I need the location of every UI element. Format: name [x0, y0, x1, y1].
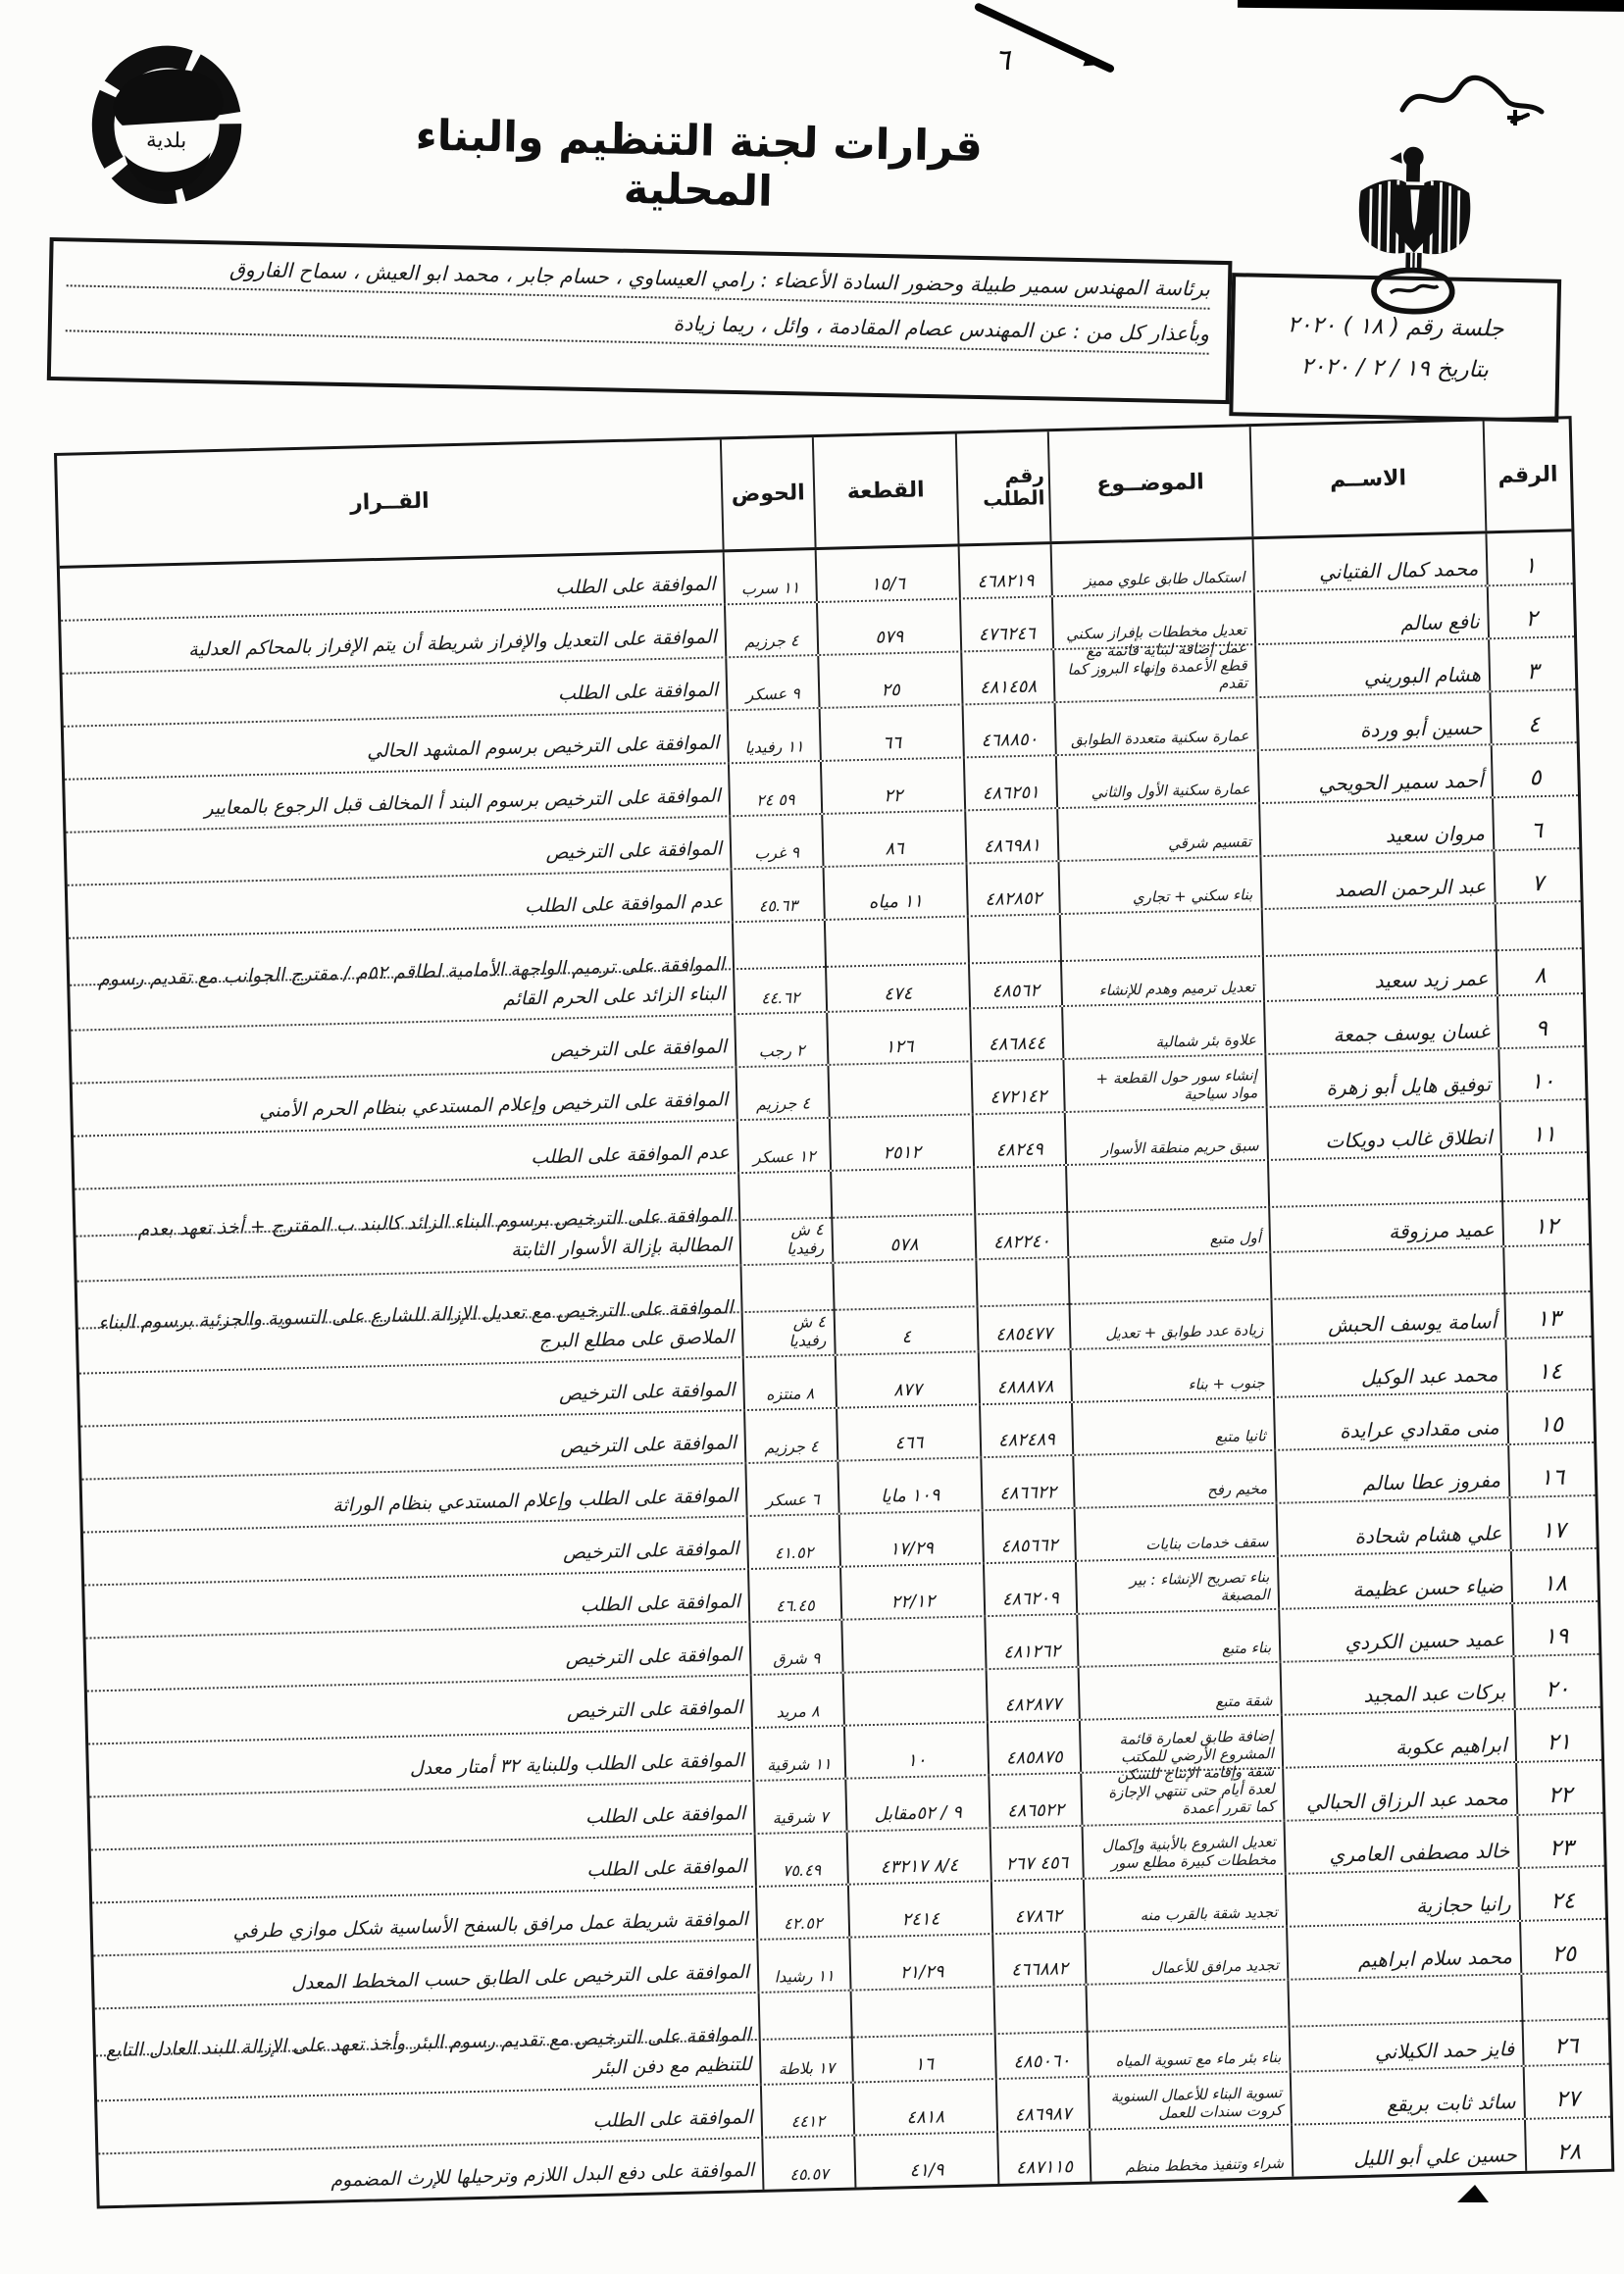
- request-no-cell: ٤٨٢٢٤٠: [973, 1166, 1067, 1258]
- decision-cell: عدم الموافقة على الطلب: [531, 1140, 730, 1168]
- request-no-cell: ٤٨٦٨٤٤: [969, 1007, 1062, 1060]
- subject-cell: تجديد مرافق للأعمال: [1084, 1928, 1287, 1984]
- row-number-cell: ١٢: [1500, 1153, 1589, 1245]
- plot-cell: ١٧/٢٩: [838, 1511, 983, 1566]
- decision-cell: الموافقة على دفع البدل اللازم وترحيلها للإرث المضموم: [330, 2158, 755, 2192]
- request-no-cell: ٤٨٢٨٥٢: [966, 862, 1059, 915]
- basin-cell: ٤٤١٢: [760, 2084, 853, 2137]
- row-number-cell: ١٤: [1505, 1338, 1593, 1390]
- plot-cell: ٢٢/١٢: [839, 1564, 984, 1619]
- request-no-cell: ٤٧٨٦٢: [990, 1880, 1084, 1933]
- name-cell: منى مقدادي عرايدة: [1273, 1392, 1507, 1449]
- name-cell: فايز حمد الكيلاني: [1287, 1975, 1522, 2071]
- subject-cell: زيادة عدد طوابق + تعديل: [1067, 1253, 1271, 1348]
- plot-cell: ٢٢: [820, 758, 964, 813]
- subject-cell: شقة متبع: [1078, 1663, 1281, 1719]
- request-no-cell: ٤٧٦٢٤٦: [959, 597, 1052, 650]
- basin-cell: ٩ شرق: [748, 1621, 841, 1674]
- plot-cell: ٨/٤ ٤٣٢١٧: [846, 1829, 990, 1884]
- header-basin: الحوض: [720, 437, 815, 549]
- header-request-no: رقم الطلب: [955, 431, 1050, 543]
- session-number: جلسة رقم ( ١٨ ) ٢٠٢٠: [1287, 312, 1504, 342]
- subject-cell: ثانيا متبع: [1071, 1398, 1274, 1454]
- plot-cell: ١٦: [850, 1988, 995, 2082]
- basin-cell: ١١ سرب: [723, 550, 816, 603]
- row-number-cell: ١٦: [1507, 1443, 1595, 1496]
- basin-cell: ٧٥.٤٩: [754, 1833, 847, 1886]
- name-cell: مفروز عطا سالم: [1274, 1445, 1508, 1502]
- header-name: الاســم: [1249, 421, 1486, 536]
- request-no-cell: ٤٨٥٨٧٥: [987, 1721, 1080, 1774]
- subject-cell: بناء سكني + تجاري: [1057, 857, 1260, 913]
- request-no-cell: ٤٨٢٤٨٩: [979, 1403, 1072, 1456]
- header-subject: الموضــوع: [1047, 427, 1252, 541]
- subject-cell: استكمال طابق علوي مميز: [1050, 539, 1253, 595]
- plot-cell: ٢٥: [817, 652, 961, 707]
- request-no-cell: ٤٨٦٩٨٧: [995, 2078, 1089, 2131]
- request-no-cell: ٤٨٦٢٥١: [963, 756, 1056, 809]
- decisions-table: [54, 416, 1614, 2208]
- row-number-cell: ١٥: [1506, 1390, 1594, 1443]
- subject-cell: مخيم رفح: [1072, 1451, 1275, 1507]
- plot-cell: ٤٦٦: [836, 1405, 980, 1460]
- request-no-cell: ٤٨٧١١٥: [996, 2131, 1090, 2184]
- basin-cell: ٤٥.٥٧: [761, 2137, 854, 2190]
- row-number-cell: ٢٨: [1524, 2118, 1611, 2171]
- basin-cell: ٩ عسكر: [725, 656, 818, 709]
- name-cell: علي هشام شحادة: [1276, 1498, 1510, 1555]
- name-cell: محمد سلام ابراهيم: [1286, 1922, 1520, 1979]
- request-no-cell: ٤٨٨٨٧٨: [978, 1350, 1071, 1403]
- decision-cell: الموافقة على التعديل والإفراز شريطة أن يتم الإفراز بالمحاكم العدلية: [187, 626, 718, 661]
- decision-cell: الموافقة على الطلب: [586, 1854, 747, 1881]
- basin-cell: ٦ عسكر: [744, 1462, 837, 1515]
- basin-cell: ٤ جرزيم: [724, 603, 817, 656]
- subject-cell: عمارة سكنية الأول والثاني: [1055, 751, 1258, 807]
- decision-cell: الموافقة على الترخيص: [558, 1378, 736, 1405]
- plot-cell: ٤٨١٨: [852, 2080, 996, 2135]
- decision-cell: الموافقة على الترخيص مع تقديم رسوم البئر وأخذ تعهد على الإزالة للبند العادل التابع للتنظيم مع دفن البئر: [105, 2024, 752, 2079]
- request-no-cell: ٤٨١٤٥٨: [960, 650, 1053, 703]
- decision-cell: الموافقة على الترخيص برسوم البناء الزائد كالبند ب المقترح + أخذ تعهد بعدم المطالبة بإزالة الأسوار الثابتة: [137, 1204, 733, 1261]
- basin-cell: ٤ جرزيم: [736, 1066, 829, 1119]
- basin-cell: ٤٤.٦٢: [732, 921, 826, 1013]
- row-number-cell: ١٨: [1510, 1549, 1598, 1602]
- name-cell: رانيا حجازية: [1285, 1869, 1519, 1926]
- basin-cell: ٤٥.٦٣: [731, 868, 824, 921]
- decision-cell: الموافقة على الترخيص: [560, 1431, 737, 1458]
- name-cell: عميد مرزوقة: [1267, 1155, 1502, 1251]
- row-number-cell: ٢: [1487, 584, 1574, 637]
- row-number-cell: ٢٣: [1516, 1814, 1603, 1867]
- request-no-cell: ٤٨١٢٦٢: [984, 1615, 1077, 1668]
- name-cell: محمد عبد الرزاق الحبالي: [1282, 1763, 1516, 1820]
- name-cell: محمد كمال الفتياني: [1252, 533, 1487, 590]
- basin-cell: ١٧ بلاطة: [758, 1992, 852, 2084]
- subject-cell: تعديل الشروع بالأبنية وإكمال مخططات كبيرة مطلع سور: [1082, 1822, 1285, 1878]
- subject-cell: شراء وتنفيذ مخطط منظم: [1089, 2126, 1292, 2182]
- decision-cell: الموافقة على الترخيص برسوم البند أ المخالف قبل الرجوع بالمعايير: [204, 784, 721, 819]
- plot-cell: ٥٧٩: [816, 599, 960, 654]
- row-number-cell: ٢١: [1514, 1708, 1601, 1761]
- request-no-cell: ٤٨٥٦٦٢: [982, 1509, 1075, 1562]
- row-number-cell: ٢٥: [1519, 1920, 1606, 1973]
- header-number: الرقم: [1483, 419, 1572, 531]
- request-no-cell: ٤٨٥٦٢: [967, 915, 1061, 1007]
- plot-cell: ٥٧٨: [830, 1168, 975, 1262]
- decision-cell: الموافقة على الطلب: [557, 679, 719, 705]
- document-header: [45, 27, 1598, 480]
- subject-cell: أول متبع: [1065, 1161, 1269, 1256]
- row-number-cell: ١١: [1499, 1100, 1587, 1153]
- request-no-cell: ٤٨٦٩٨١: [964, 809, 1057, 862]
- basin-cell: ٤١.٥٢: [746, 1515, 839, 1568]
- request-no-cell: ٤٨٥٤٧٧: [975, 1258, 1069, 1350]
- basin-cell: ١١ رشيدا: [756, 1939, 849, 1992]
- request-no-cell: ٤٦٨٢١٩: [958, 544, 1051, 597]
- request-no-cell: ٤٨٢٨٧٧: [986, 1668, 1079, 1721]
- row-number-cell: ١: [1485, 531, 1572, 584]
- subject-cell: تعديل مخططات بإفراز سكني: [1051, 592, 1254, 648]
- plot-cell: ٤: [832, 1260, 977, 1354]
- row-number-cell: ١٩: [1511, 1602, 1599, 1655]
- row-number-cell: ٦: [1492, 796, 1579, 849]
- plot-cell: [828, 1062, 972, 1117]
- basin-cell: ٤ ش رفيديا: [737, 1172, 832, 1264]
- subject-cell: تسوية البناء للأعمال السنوية كروت سندات للعمل: [1088, 2073, 1291, 2129]
- basin-cell: ٧ شرقية: [752, 1780, 845, 1833]
- request-no-cell: ٤٨٦٢٠٩: [983, 1562, 1076, 1615]
- attendance-line-1: برئاسة المهندس سمير طبيلة وحضور السادة الأعضاء : رامي العيساوي ، حسام جابر ، محمد ابو العيش ، سماح الفاروق: [67, 254, 1210, 309]
- name-cell: عمر زيد سعيد: [1261, 904, 1497, 1000]
- decision-cell: الموافقة على الترخيص برسوم المشهد الحالي: [366, 732, 720, 762]
- name-cell: بركات عبد المجيد: [1280, 1657, 1514, 1714]
- request-no-cell: ٤٧٢١٤٢: [970, 1060, 1063, 1113]
- row-number-cell: ١٠: [1497, 1047, 1585, 1100]
- name-cell: محمد عبد الوكيل: [1272, 1339, 1506, 1396]
- name-cell: عبد الرحمن الصمد: [1259, 851, 1494, 908]
- name-cell: نافع سالم: [1253, 586, 1488, 643]
- basin-cell: ١١ رفيديا: [727, 709, 820, 762]
- name-cell: حسين أبو وردة: [1255, 692, 1490, 749]
- row-number-cell: ١٣: [1502, 1245, 1591, 1338]
- decision-cell: الموافقة على الطلب: [555, 573, 716, 599]
- subject-cell: تجديد شقة بالقرب منه: [1083, 1875, 1286, 1931]
- name-cell: حسين علي أبو الليل: [1291, 2120, 1525, 2177]
- name-cell: أحمد سمير الحويحي: [1257, 745, 1492, 802]
- decision-cell: عدم الموافقة على الطلب: [524, 890, 724, 917]
- basin-cell: ٨ مريد: [750, 1674, 843, 1727]
- plot-cell: ١٠: [843, 1723, 988, 1778]
- header-decision: القــرار: [349, 488, 430, 516]
- attendance-box: [47, 237, 1233, 404]
- decision-cell: الموافقة على ترميم الواجهة الأمامية لطاقم ٥٢م / مقترح الجوانب مع تقديم رسوم البناء الزائد على الحرم القائم: [97, 953, 726, 1010]
- name-cell: عميد حسين الكردي: [1278, 1604, 1512, 1661]
- row-number-cell: ٥: [1491, 743, 1578, 796]
- name-cell: غسان يوسف جمعة: [1263, 996, 1497, 1053]
- stamp-text: بلدية: [145, 126, 187, 153]
- subject-cell: إنشاء سور حول القطعة + مواد سياحية: [1062, 1055, 1265, 1111]
- name-cell: ضياء حسن عظيمة: [1277, 1551, 1511, 1608]
- row-number-cell: ٩: [1497, 994, 1584, 1047]
- row-number-cell: ٢٠: [1512, 1655, 1599, 1708]
- name-cell: هشام البوريني: [1254, 639, 1489, 696]
- decision-cell: الموافقة شريطة عمل مرافق بالسفح الأساسية شكل موازي طرفي: [232, 1907, 748, 1943]
- handwritten-stray-mark: ٦: [994, 43, 1011, 77]
- plot-cell: ١١ مياه: [823, 864, 967, 919]
- request-no-cell: ٤٨٦٦٢٢: [980, 1456, 1073, 1509]
- basin-cell: ١٢ عسكر: [736, 1119, 830, 1172]
- decision-cell: الموافقة على الترخيص: [545, 837, 723, 864]
- decision-cell: الموافقة على الطلب: [592, 2105, 753, 2132]
- subject-cell: عمارة سكنية متعددة الطوابق: [1054, 698, 1257, 754]
- plot-cell: ٤٧٤: [824, 917, 969, 1011]
- row-number-cell: ٨: [1495, 902, 1583, 994]
- plot-cell: ٨٧٧: [835, 1352, 979, 1407]
- basin-cell: ٤٦.٤٥: [747, 1568, 840, 1621]
- basin-cell: ٢ رجب: [734, 1013, 827, 1066]
- scan-edge-strip: [1238, 0, 1624, 12]
- subject-cell: سقف خدمات بنايات: [1074, 1504, 1277, 1560]
- decision-cell: الموافقة على الترخيص مع تعديل الإزالة للشارع على التسوية والجزئية برسوم البناء الملاصق على مطلع البرج: [97, 1296, 735, 1352]
- plot-cell: ٦٦: [819, 705, 963, 760]
- row-number-cell: ٣: [1488, 637, 1575, 690]
- name-cell: توفيق هايل أبو زهرة: [1264, 1049, 1498, 1106]
- decision-cell: الموافقة على الترخيص: [562, 1537, 739, 1564]
- decision-cell: الموافقة على الطلب: [584, 1801, 746, 1828]
- plot-cell: ٢٤١٤: [847, 1882, 991, 1937]
- basin-cell: ٩ غرب: [729, 815, 822, 868]
- subject-cell: تقسيم شرقي: [1056, 804, 1259, 860]
- decision-cell: الموافقة على الترخيص: [565, 1642, 742, 1670]
- row-number-cell: ٢٤: [1518, 1867, 1605, 1920]
- basin-cell: ٤ ش رفيديا: [739, 1264, 834, 1356]
- subject-cell: بناء متبع: [1076, 1610, 1279, 1666]
- decision-cell: الموافقة على الترخيص: [566, 1695, 743, 1723]
- name-cell: خالد مصطفى العامري: [1283, 1816, 1517, 1873]
- request-no-cell: ٤٦٦٨٨٢: [991, 1933, 1085, 1986]
- scan-corner-triangle: [1457, 2185, 1489, 2202]
- plot-cell: ٢١/٢٩: [848, 1935, 992, 1990]
- subject-cell: إضافة طابق لعمارة قائمة المشروع الأرضي للمكتب: [1079, 1716, 1282, 1772]
- decision-cell: الموافقة على الطلب وللبناية ٣٢ أمتار معدل: [409, 1748, 745, 1780]
- subject-cell: بناء بئر ماء مع تسوية المياه: [1085, 1981, 1289, 2076]
- row-number-cell: ٢٦: [1520, 1973, 1608, 2065]
- name-cell: انطلاق غالب دويكات: [1266, 1102, 1500, 1159]
- decision-cell: الموافقة على الترخيص: [550, 1035, 728, 1062]
- request-no-cell: ٤٨٦٥٢٢: [988, 1774, 1081, 1827]
- request-no-cell: ٤٨٢٤٩: [972, 1113, 1065, 1166]
- session-date: بتاريخ ١٩ / ٢ / ٢٠٢٠: [1300, 353, 1490, 383]
- attendance-line-2: وبأعذار كل من : عن المهندس عصام المقادمة ، وائل ، ريما زيادة: [66, 299, 1209, 354]
- decision-cell: الموافقة على الطلب: [580, 1590, 741, 1616]
- name-cell: أسامة يوسف الحبش: [1269, 1247, 1504, 1343]
- subject-cell: تعديل ترميم وهدم للإنشاء: [1059, 910, 1263, 1005]
- subject-cell: سبق حريم منطقة الأسوار: [1064, 1108, 1267, 1164]
- plot-cell: ١٢٦: [826, 1009, 970, 1064]
- plot-cell: ٩ / ٥٢مقابل: [844, 1776, 989, 1831]
- row-number-cell: ٢٢: [1515, 1761, 1602, 1814]
- name-cell: ابراهيم عكوبة: [1281, 1710, 1515, 1767]
- decision-cell: الموافقة على الترخيص على الطابق حسب المخطط المعدل: [290, 1960, 750, 1995]
- name-cell: سائد ثابت بريقع: [1290, 2067, 1524, 2124]
- session-box: [1229, 273, 1561, 423]
- request-no-cell: ٤٥٦ ٢٦٧: [990, 1827, 1083, 1880]
- subject-cell: عمل إضافة لبناية قائمة مع قطع الأعمدة وإنهاء البروز كما تقدم: [1052, 645, 1255, 701]
- basin-cell: ٤٢.٥٢: [755, 1886, 848, 1939]
- page-title: قرارات لجنة التنظيم والبناء المحلية: [415, 111, 984, 217]
- row-number-cell: ٤: [1489, 690, 1576, 743]
- row-number-cell: ٧: [1493, 849, 1580, 902]
- plot-cell: [840, 1617, 985, 1672]
- basin-cell: ١١ شرقية: [751, 1727, 844, 1780]
- decision-cell: الموافقة على الترخيص وإعلام المستدعي بنظام الحرم الأمني: [258, 1087, 729, 1122]
- plot-cell: ١٥/٦: [815, 547, 959, 602]
- name-cell: مروان سعيد: [1258, 798, 1493, 855]
- plot-cell: [842, 1670, 987, 1725]
- subject-cell: بناء تصريح الإنشاء : بير المصبغة: [1075, 1557, 1278, 1613]
- subject-cell: علاوة بئر شمالية: [1061, 1002, 1264, 1058]
- plot-cell: ٢٥١٢: [829, 1115, 973, 1170]
- subject-cell: شقة وإقامة الإنتاج للسكن لعدة أيام حتى تنتهي الإجازة كما تقرر أعمدة: [1080, 1769, 1283, 1825]
- plot-cell: ٤١/٩: [853, 2133, 997, 2188]
- decision-cell: الموافقة على الطلب وإعلام المستدعي بنظام الوراثة: [331, 1484, 738, 1516]
- table-body: [60, 531, 1611, 2205]
- header-plot: القطعة: [812, 434, 958, 548]
- basin-cell: ٨ منتزه: [742, 1356, 836, 1409]
- municipality-stamp-icon: [83, 42, 249, 214]
- plot-cell: ٨٦: [821, 811, 965, 866]
- plot-cell: ١٠٩ مايا: [837, 1458, 981, 1513]
- basin-cell: ٥٩ ٢٤: [728, 762, 821, 815]
- row-number-cell: ٢٧: [1523, 2065, 1610, 2118]
- request-no-cell: ٤٦٨٨٥٠: [962, 703, 1055, 756]
- basin-cell: ٤ جرزيم: [743, 1409, 837, 1462]
- request-no-cell: ٤٨٥٠٦٠: [993, 1986, 1088, 2078]
- row-number-cell: ١٧: [1508, 1496, 1596, 1549]
- subject-cell: جنوب + بناء: [1070, 1345, 1273, 1401]
